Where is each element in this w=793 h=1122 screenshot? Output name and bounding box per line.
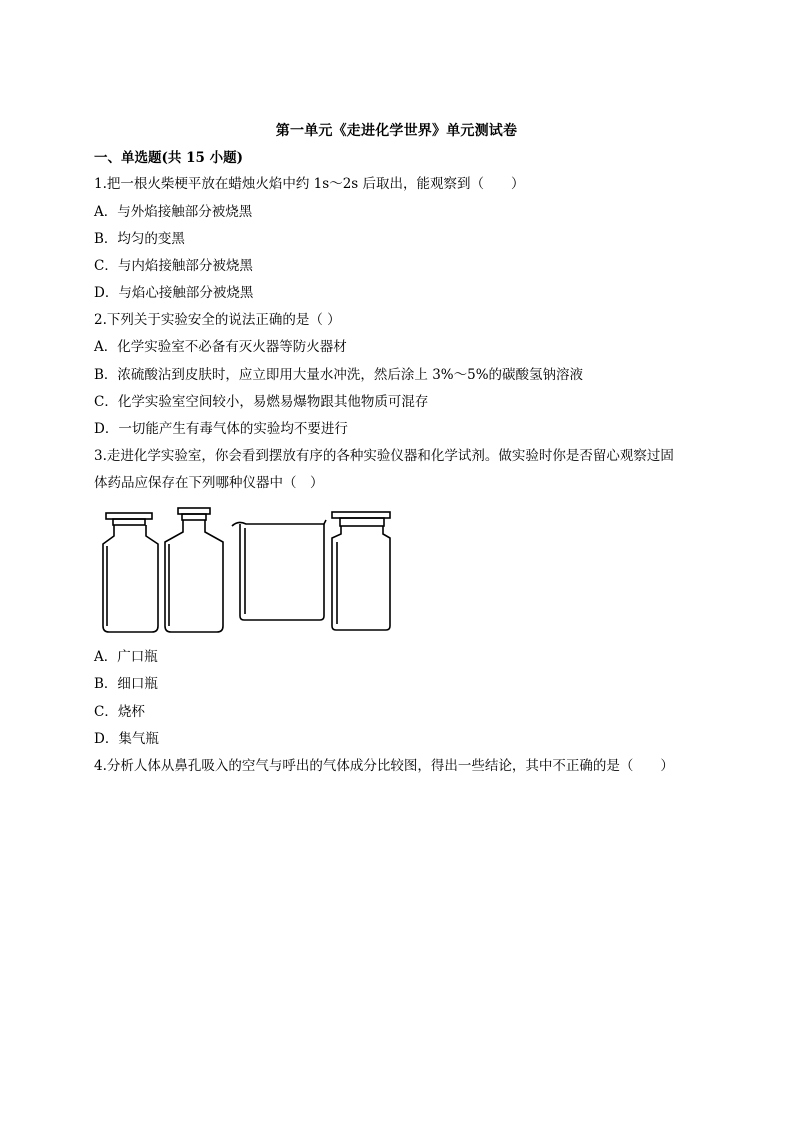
question-3-stem-line-1: 3.走进化学实验室，你会看到摆放有序的各种实验仪器和化学试剂。做实验时你是否留心观察过固 xyxy=(94,448,674,464)
question-2-stem: 2.下列关于实验安全的说法正确的是（ ） xyxy=(94,312,341,328)
question-3-stem-line-2: 体药品应保存在下列哪种仪器中（ ） xyxy=(94,475,324,491)
section-heading: 一、单选题(共 15 小题) xyxy=(94,150,243,166)
page-title: 第一单元《走进化学世界》单元测试卷 xyxy=(275,123,518,139)
question-2-option-d: D．一切能产生有毒气体的实验均不要进行 xyxy=(94,421,348,437)
question-1-option-c: C．与内焰接触部分被烧黑 xyxy=(94,258,253,274)
wide-mouth-bottle-icon xyxy=(103,513,158,632)
question-3-option-a: A．广口瓶 xyxy=(94,649,158,665)
question-2-option-a: A．化学实验室不必备有灭火器等防火器材 xyxy=(94,339,347,355)
gas-collecting-jar-icon xyxy=(332,512,390,630)
narrow-mouth-bottle-icon xyxy=(165,508,223,632)
question-4-stem: 4.分析人体从鼻孔吸入的空气与呼出的气体成分比较图，得出一些结论，其中不正确的是（ ） xyxy=(94,758,674,774)
question-3-option-c: C．烧杯 xyxy=(94,704,145,720)
beaker-icon xyxy=(232,520,326,620)
question-1-stem: 1.把一根火柴梗平放在蜡烛火焰中约 1s～2s 后取出，能观察到（ ） xyxy=(94,176,525,192)
question-1-option-a: A．与外焰接触部分被烧黑 xyxy=(94,204,253,220)
glassware-illustration xyxy=(100,506,400,636)
lab-glassware-figure xyxy=(100,506,400,636)
question-3-option-b: B．细口瓶 xyxy=(94,676,158,692)
question-2-option-c: C．化学实验室空间较小，易燃易爆物跟其他物质可混存 xyxy=(94,394,429,410)
question-2-option-b: B．浓硫酸沾到皮肤时，应立即用大量水冲洗，然后涂上 3%～5%的碳酸氢钠溶液 xyxy=(94,367,584,383)
question-1-option-b: B．均匀的变黑 xyxy=(94,231,185,247)
question-3-option-d: D．集气瓶 xyxy=(94,731,159,747)
question-1-option-d: D．与焰心接触部分被烧黑 xyxy=(94,285,254,301)
